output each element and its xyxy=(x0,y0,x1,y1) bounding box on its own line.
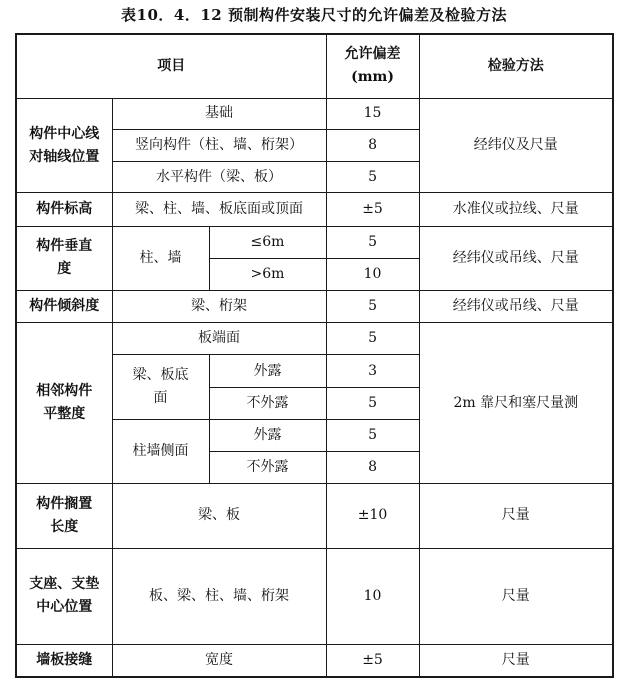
method-wall-panel-joint: 尺量 xyxy=(419,645,613,677)
value-not-exposed-2: 8 xyxy=(326,451,419,483)
item-width: 宽度 xyxy=(112,645,326,677)
sub-item-exposed: 外露 xyxy=(209,355,326,387)
sub-item-not-exposed-2: 不外露 xyxy=(209,451,326,483)
value-support-center: 10 xyxy=(326,548,419,645)
header-item: 项目 xyxy=(16,34,326,98)
header-tolerance-unit: (mm) xyxy=(351,69,394,86)
method-axis-position: 经纬仪及尺量 xyxy=(419,98,613,193)
item-beam-truss: 梁、桁架 xyxy=(112,291,326,323)
sub-item-not-exposed: 不外露 xyxy=(209,387,326,419)
method-verticality: 经纬仪或吊线、尺量 xyxy=(419,226,613,290)
value-not-exposed: 5 xyxy=(326,387,419,419)
item-elevation: 梁、柱、墙、板底面或顶面 xyxy=(112,193,326,226)
method-elevation: 水准仪或拉线、尺量 xyxy=(419,193,613,226)
header-row xyxy=(16,34,613,98)
group-support-center: 支座、支垫中心位置 xyxy=(16,548,112,645)
value-elevation: ±5 xyxy=(326,193,419,226)
item-column-wall-side: 柱墙侧面 xyxy=(112,419,209,483)
header-tolerance xyxy=(326,34,419,98)
table-row xyxy=(16,548,613,645)
method-flatness: 2m 靠尺和塞尺量测 xyxy=(419,323,613,484)
value-bearing-length: ±10 xyxy=(326,484,419,548)
item-column-wall: 柱、墙 xyxy=(112,226,209,290)
sub-item-exposed-2: 外露 xyxy=(209,419,326,451)
sub-item-gt-6m: >6m xyxy=(209,258,326,290)
value-slab-end: 5 xyxy=(326,323,419,355)
method-inclination: 经纬仪或吊线、尺量 xyxy=(419,291,613,323)
group-verticality: 构件垂直度 xyxy=(16,226,112,290)
item-slab-beam-column-wall-truss: 板、梁、柱、墙、桁架 xyxy=(112,548,326,645)
value-exposed: 3 xyxy=(326,355,419,387)
table-row xyxy=(16,98,613,129)
method-support-center: 尺量 xyxy=(419,548,613,645)
group-wall-panel-joint: 墙板接缝 xyxy=(16,645,112,677)
group-bearing-length: 构件搁置长度 xyxy=(16,484,112,548)
item-horizontal-members: 水平构件（梁、板） xyxy=(112,162,326,193)
group-axis-position: 构件中心线对轴线位置 xyxy=(16,98,112,193)
tolerance-table xyxy=(15,33,614,678)
item-foundation: 基础 xyxy=(112,98,326,129)
item-beam-slab-bottom: 梁、板底面 xyxy=(112,355,209,419)
table-row xyxy=(16,226,613,258)
table-title: 表10．4．12 预制构件安装尺寸的允许偏差及检验方法 xyxy=(121,6,507,24)
value-vertical-members: 8 xyxy=(326,130,419,162)
table-row xyxy=(16,291,613,323)
group-inclination: 构件倾斜度 xyxy=(16,291,112,323)
item-vertical-members: 竖向构件（柱、墙、桁架） xyxy=(112,130,326,162)
table-row xyxy=(16,193,613,226)
value-inclination: 5 xyxy=(326,291,419,323)
method-bearing-length: 尺量 xyxy=(419,484,613,548)
value-gt-6m: 10 xyxy=(326,258,419,290)
item-beam-slab: 梁、板 xyxy=(112,484,326,548)
value-exposed-2: 5 xyxy=(326,419,419,451)
group-elevation: 构件标高 xyxy=(16,193,112,226)
table-row xyxy=(16,484,613,548)
item-slab-end: 板端面 xyxy=(112,323,326,355)
header-method: 检验方法 xyxy=(419,34,613,98)
value-wall-panel-joint: ±5 xyxy=(326,645,419,677)
header-tolerance-label: 允许偏差 xyxy=(344,46,401,63)
sub-item-le-6m: ≤6m xyxy=(209,226,326,258)
group-flatness: 相邻构件平整度 xyxy=(16,323,112,484)
value-foundation: 15 xyxy=(326,98,419,129)
table-row xyxy=(16,323,613,355)
value-le-6m: 5 xyxy=(326,226,419,258)
table-row xyxy=(16,645,613,677)
value-horizontal-members: 5 xyxy=(326,162,419,193)
